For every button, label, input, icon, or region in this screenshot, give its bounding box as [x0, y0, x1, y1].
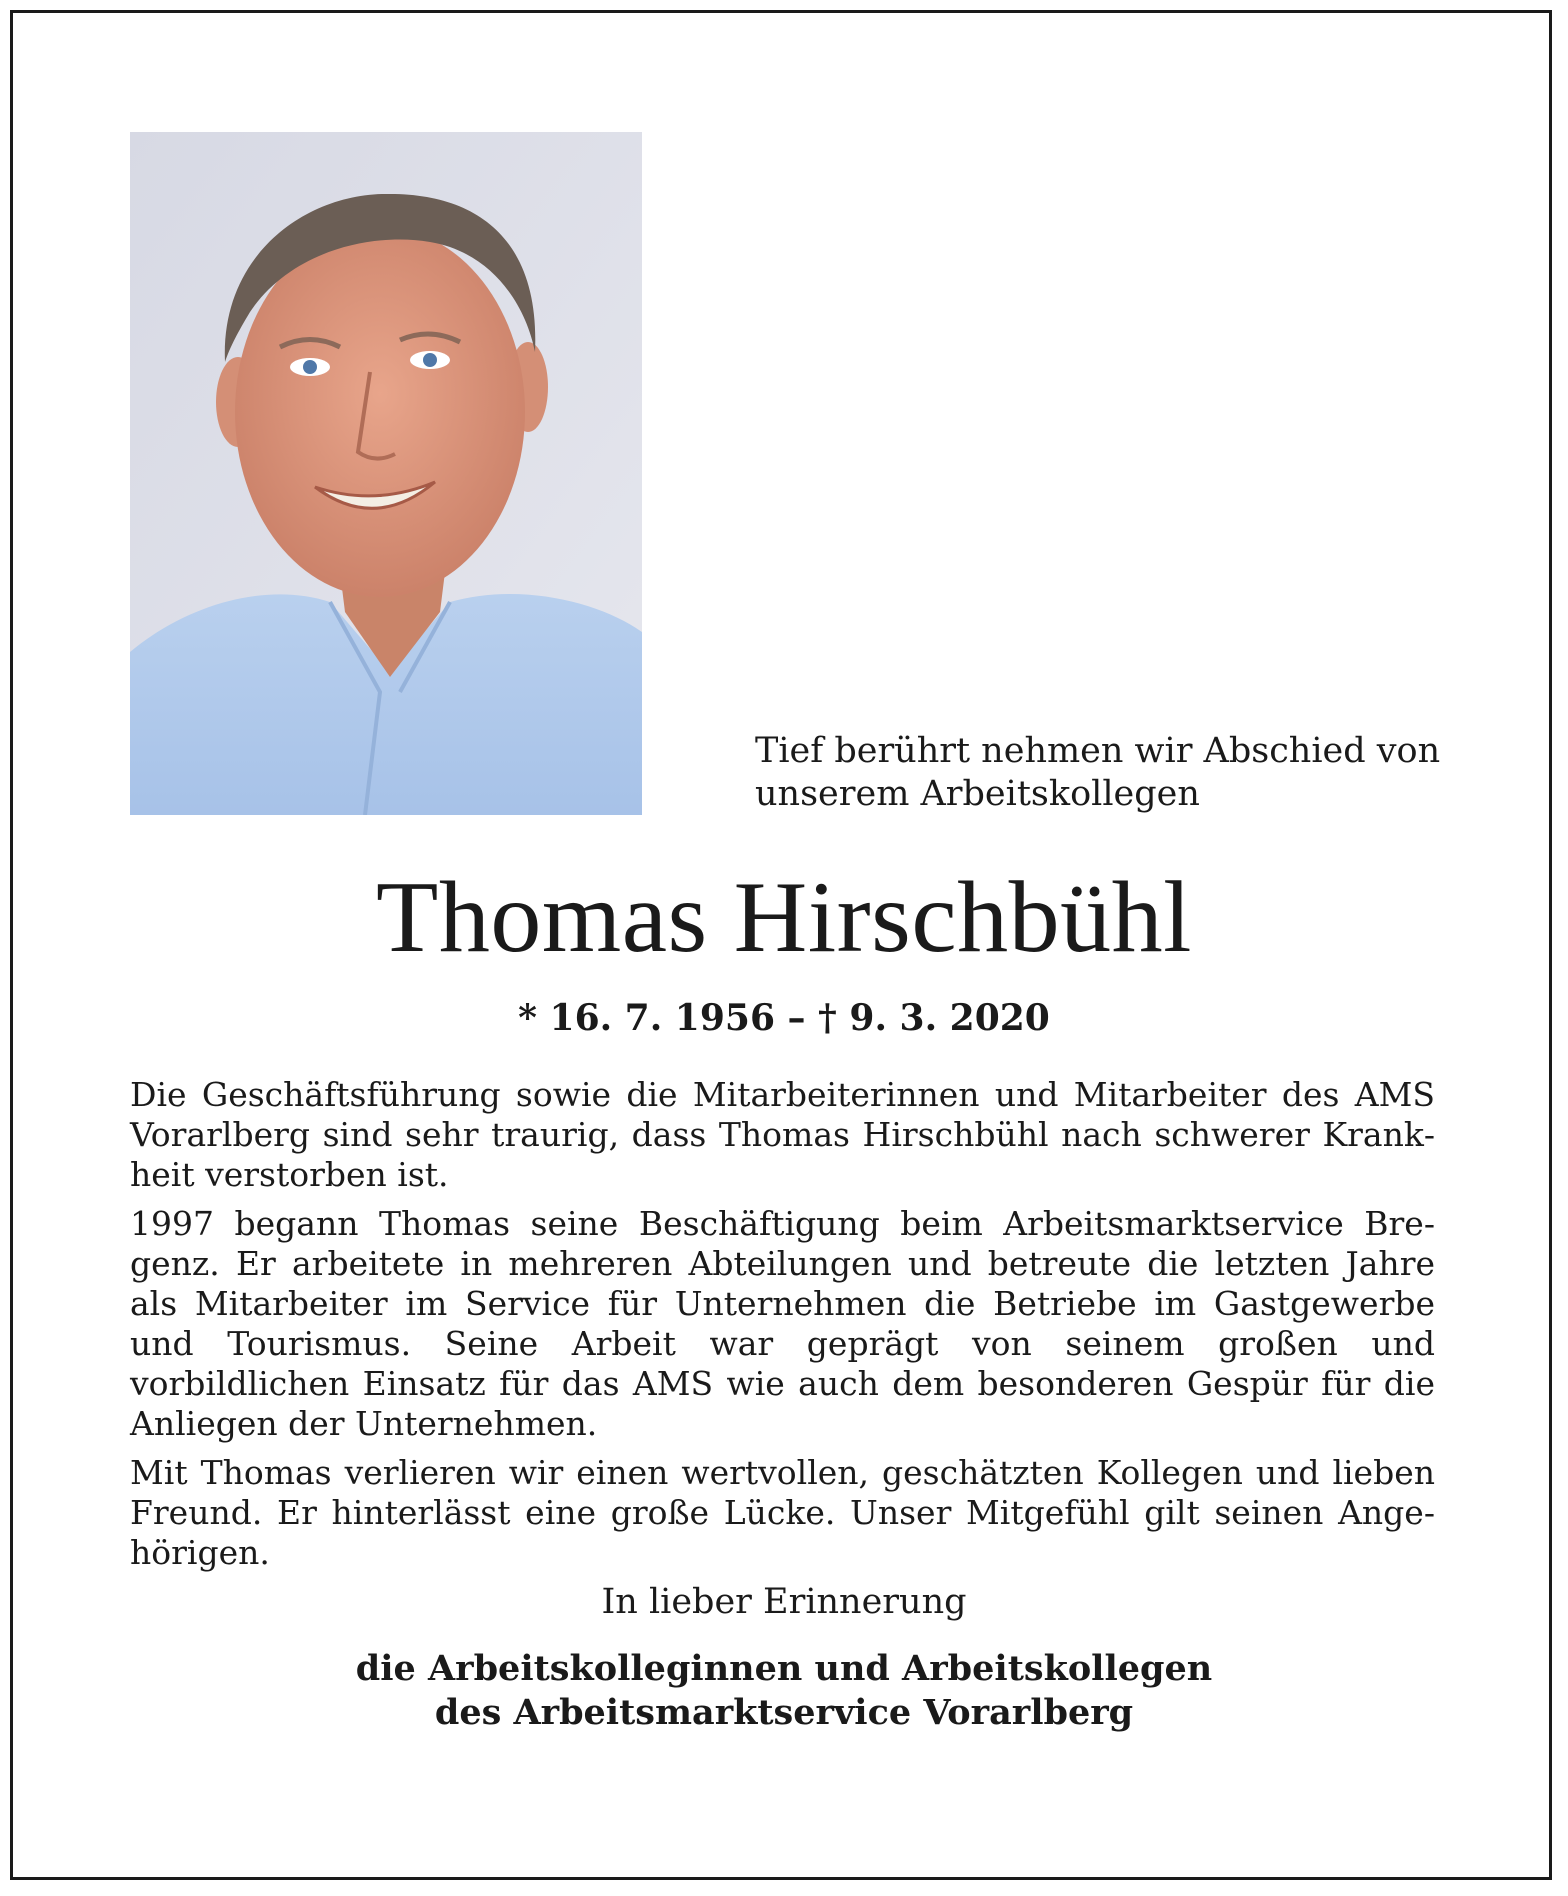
notice-body	[130, 1075, 1435, 1582]
intro-text	[755, 730, 1455, 816]
signature-line-1: die Arbeitskolleginnen und Arbeitskollegen	[355, 1648, 1213, 1689]
closing-line: In lieber Erinnerung	[601, 1582, 967, 1622]
portrait-photo	[130, 132, 642, 815]
life-dates: * 16. 7. 1956 – † 9. 3. 2020	[518, 997, 1050, 1039]
paragraph-3: Mit Thomas verlieren wir einen wertvollen, geschätzten Kollegen und lieben Freund. Er hinterlässt eine große Lücke. Unser Mitgefühl gilt seinen Angehörigen.	[130, 1453, 1435, 1572]
signature-line-2: des Arbeitsmarktservice Vorarlberg	[434, 1692, 1134, 1733]
deceased-name: Thomas Hirschbühl	[376, 861, 1192, 974]
signature	[0, 1647, 1568, 1735]
paragraph-2: 1997 begann Thomas seine Beschäftigung beim Arbeitsmarktservice Bregenz. Er arbeitete in mehreren Abteilungen und betreute die letzten Jahre als Mitarbeiter im Service für Unternehmen die Betriebe im Gastgewerbe und Tourismus. Seine Arbeit war geprägt von seinem großen und vorbildlichen Einsatz für das AMS wie auch dem besonderen Gespür für die Anliegen der Unternehmen.	[130, 1204, 1435, 1443]
intro-line-1: Tief berührt nehmen wir Abschied von	[755, 731, 1441, 771]
paragraph-1: Die Geschäftsführung sowie die Mitarbeiterinnen und Mitarbeiter des AMS Vorarlberg sind sehr traurig, dass Thomas Hirschbühl nach schwerer Krankheit verstorben ist.	[130, 1075, 1435, 1194]
intro-line-2: unserem Arbeitskollegen	[755, 774, 1200, 814]
